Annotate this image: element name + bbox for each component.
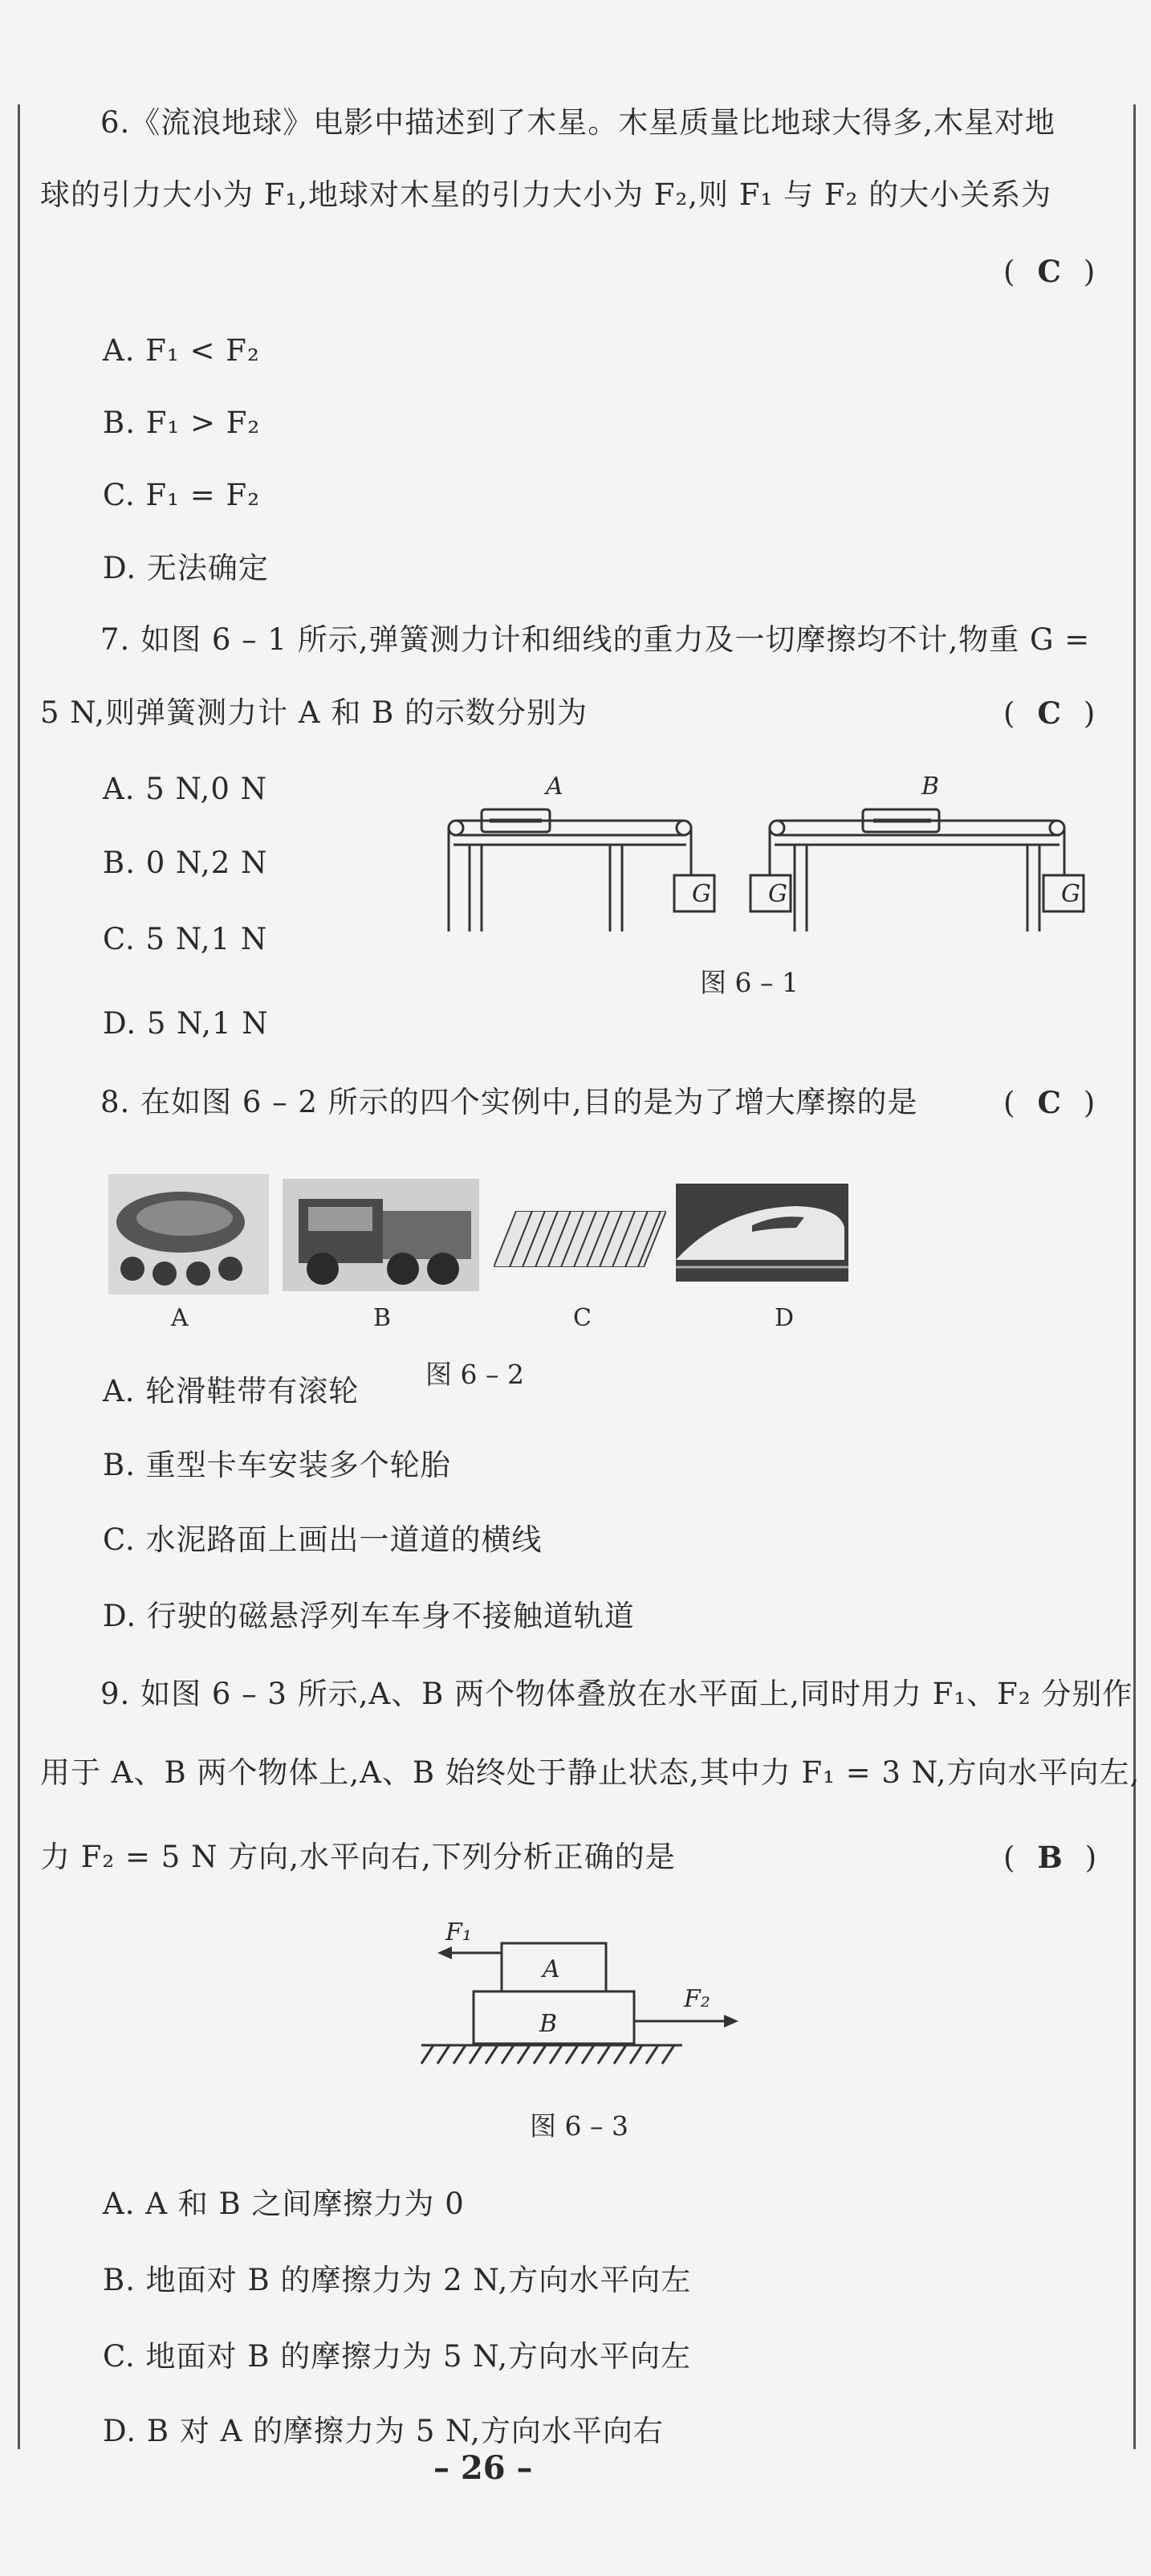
- q9-option-a: A. A 和 B 之间摩擦力为 0: [103, 2187, 465, 2221]
- force-f1-label: F₁: [445, 1918, 472, 1946]
- q7-answer-bracket: ( C ): [1003, 695, 1096, 731]
- q6-stem-line2: 球的引力大小为 F₁,地球对木星的引力大小为 F₂,则 F₁ 与 F₂ 的大小关系为: [40, 177, 1052, 212]
- q9-option-c: C. 地面对 B 的摩擦力为 5 N,方向水平向左: [103, 2339, 692, 2374]
- q7-option-a: A. 5 N,0 N: [103, 772, 267, 806]
- q6-answer-bracket: ( C ): [1003, 254, 1096, 289]
- q9-answer: B: [1037, 1840, 1063, 1875]
- spring-b-label: B: [921, 772, 940, 801]
- photo-b-heavy-truck: [283, 1179, 479, 1291]
- photo-d-label: D: [775, 1304, 795, 1332]
- q9-stem-line2: 用于 A、B 两个物体上,A、B 始终处于静止状态,其中力 F₁ = 3 N,方向水平向左,: [40, 1755, 1141, 1790]
- q7-answer: C: [1037, 695, 1061, 731]
- q8-option-a: A. 轮滑鞋带有滚轮: [103, 1374, 360, 1408]
- photo-b-label: B: [373, 1304, 392, 1332]
- block-b-label: B: [539, 2010, 558, 2038]
- weight-g-label-2: G: [768, 880, 787, 908]
- q7-option-b: B. 0 N,2 N: [103, 846, 268, 880]
- photo-c-label: C: [573, 1304, 592, 1332]
- q9-answer-bracket: ( B ): [1003, 1840, 1097, 1875]
- weight-g-label-1: G: [692, 880, 711, 908]
- spring-a-label: A: [546, 772, 563, 801]
- force-f2-label: F₂: [684, 1985, 710, 2013]
- photo-d-maglev-train: [676, 1184, 848, 1282]
- q9-stem-line3: 力 F₂ = 5 N 方向,水平向右,下列分析正确的是: [40, 1840, 676, 1874]
- left-margin-line: [18, 104, 20, 2449]
- q9-option-b: B. 地面对 B 的摩擦力为 2 N,方向水平向左: [103, 2263, 692, 2297]
- photo-a-label: A: [171, 1304, 189, 1332]
- right-margin-line: [1133, 104, 1136, 2449]
- q8-stem: 8. 在如图 6 – 2 所示的四个实例中,目的是为了增大摩擦的是: [100, 1085, 918, 1119]
- q7-stem-line2: 5 N,则弹簧测力计 A 和 B 的示数分别为: [40, 695, 588, 730]
- q9-stem-line1: 9. 如图 6 – 3 所示,A、B 两个物体叠放在水平面上,同时用力 F₁、F₂ 分别作: [100, 1677, 1133, 1711]
- q9-option-d: D. B 对 A 的摩擦力为 5 N,方向水平向右: [103, 2414, 664, 2448]
- q8-answer: C: [1037, 1085, 1061, 1120]
- q8-answer-bracket: ( C ): [1003, 1085, 1096, 1120]
- q8-option-d: D. 行驶的磁悬浮列车车身不接触道轨道: [103, 1599, 635, 1633]
- photo-a-roller-skates: [108, 1174, 269, 1294]
- weight-g-label-3: G: [1061, 880, 1080, 908]
- q8-option-c: C. 水泥路面上画出一道道的横线: [103, 1522, 543, 1557]
- figure-6-1-spring-scales: [433, 771, 1108, 940]
- q8-option-b: B. 重型卡车安装多个轮胎: [103, 1448, 451, 1482]
- block-a-label: A: [543, 1955, 560, 1983]
- q6-option-c: C. F₁ = F₂: [103, 478, 261, 512]
- q6-option-b: B. F₁ > F₂: [103, 406, 261, 440]
- figure-6-2-caption: 图 6 – 2: [425, 1359, 524, 1390]
- q7-option-d: D. 5 N,1 N: [103, 1006, 269, 1041]
- figure-6-3-caption: 图 6 – 3: [530, 2110, 628, 2142]
- q7-option-c: C. 5 N,1 N: [103, 922, 268, 956]
- q6-option-d: D. 无法确定: [103, 551, 269, 585]
- q6-stem-line1: 6.《流浪地球》电影中描述到了木星。木星质量比地球大得多,木星对地: [100, 105, 1056, 140]
- photo-c-road-lines: [494, 1211, 666, 1267]
- q6-answer: C: [1037, 254, 1061, 289]
- figure-6-1-caption: 图 6 – 1: [700, 967, 799, 998]
- q6-option-a: A. F₁ < F₂: [103, 333, 260, 368]
- q7-stem-line1: 7. 如图 6 – 1 所示,弹簧测力计和细线的重力及一切摩擦均不计,物重 G =: [100, 622, 1091, 657]
- page-number: – 26 –: [433, 2449, 533, 2487]
